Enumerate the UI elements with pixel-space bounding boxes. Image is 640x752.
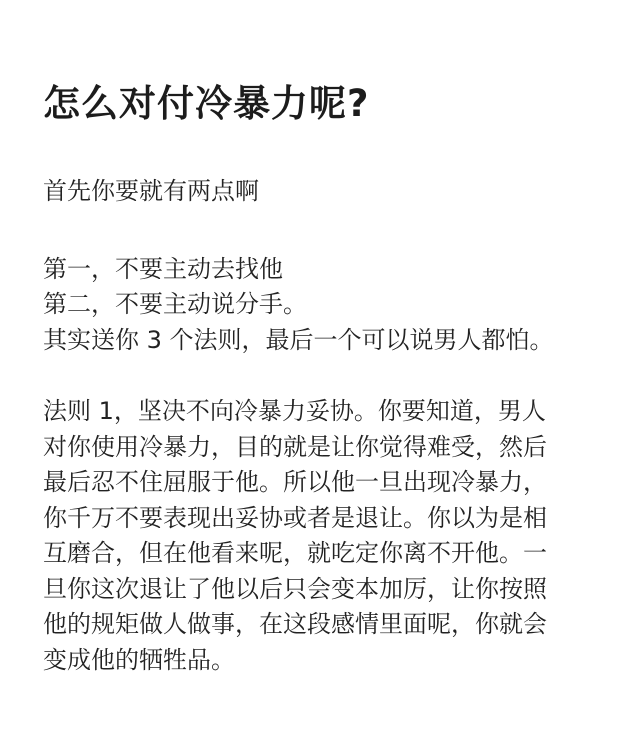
law-1-line: 他的规矩做人做事，在这段感情里面呢，你就会 [43, 610, 547, 638]
law-1-line: 对你使用冷暴力，目的就是让你觉得难受，然后 [43, 432, 547, 461]
law-1-line: 法则 1，坚决不向冷暴力妥协。你要知道，男人 [43, 397, 546, 425]
rule-line-3: 其实送你 3 个法则，最后一个可以说男人都怕。 [43, 325, 554, 354]
rules-paragraph [43, 252, 600, 359]
law-1-line: 旦你这次退让了他以后只会变本加厉，让你按照 [43, 574, 547, 603]
law-1-line: 最后忍不住屈服于他。所以他一旦出现冷暴力， [43, 468, 547, 496]
rule-line-1: 第一，不要主动去找他 [43, 254, 283, 283]
intro-paragraph: 首先你要就有两点啊 [43, 177, 259, 205]
law-1-paragraph [43, 394, 600, 678]
rule-line-2: 第二，不要主动说分手。 [43, 290, 307, 318]
law-1-line: 互磨合，但在他看来呢，就吃定你离不开他。一 [43, 539, 547, 567]
article-title: 怎么对付冷暴力呢? [43, 82, 370, 125]
law-1-line: 变成他的牺牲品。 [43, 645, 235, 674]
law-1-line: 你千万不要表现出妥协或者是退让。你以为是相 [43, 503, 547, 532]
